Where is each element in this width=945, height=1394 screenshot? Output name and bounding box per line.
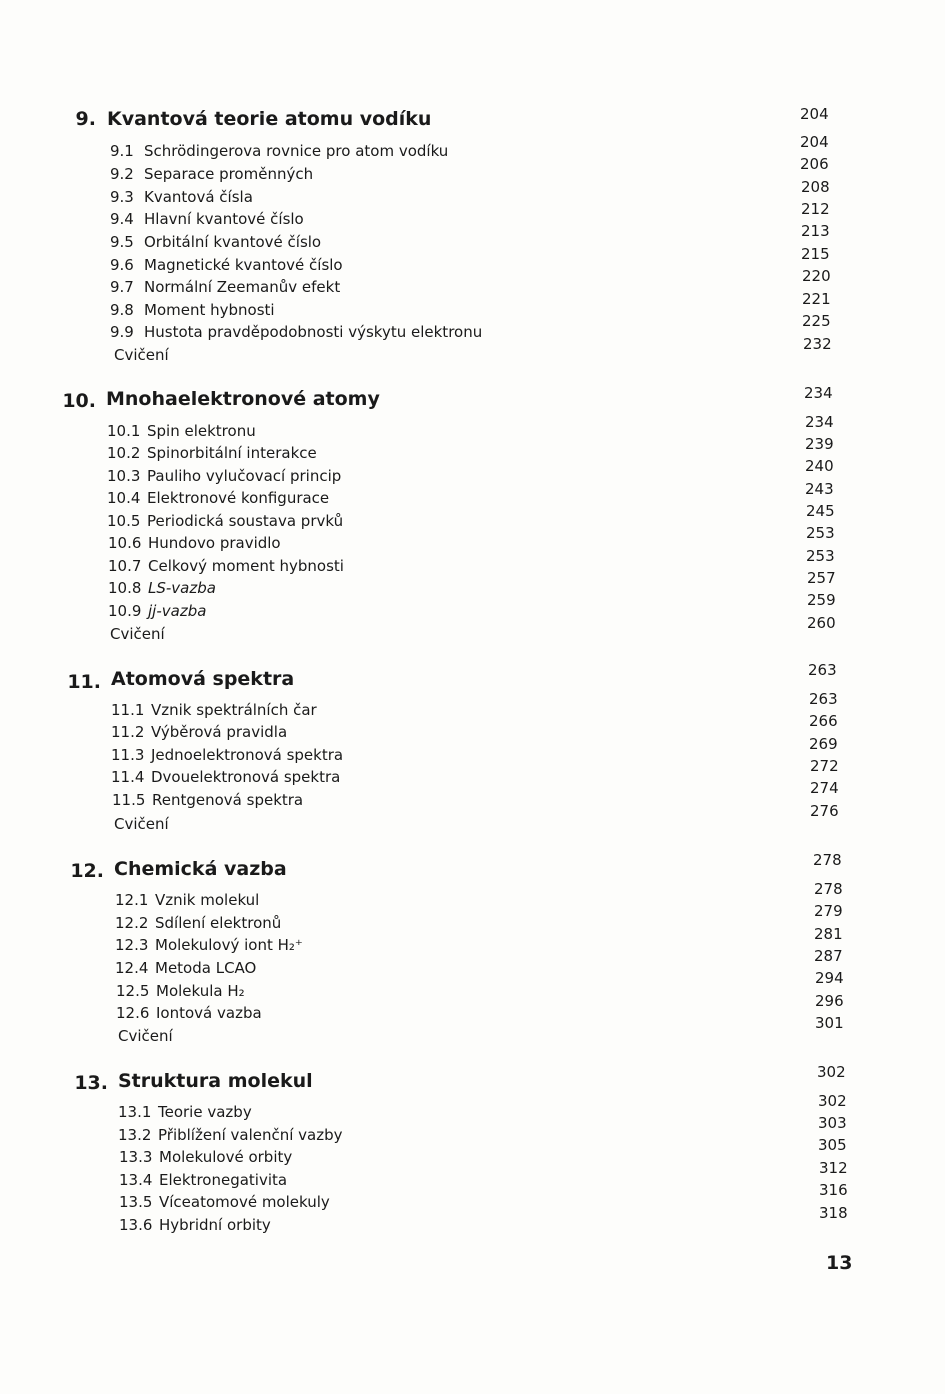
exercises-page: 260 xyxy=(807,614,836,632)
section-entry xyxy=(118,1126,343,1148)
section-title: Schrödingerova rovnice pro atom vodíku xyxy=(144,142,449,160)
section-entry xyxy=(110,165,313,187)
page-number: 13 xyxy=(826,1252,853,1274)
chapter-title: Atomová spektra xyxy=(111,668,295,690)
section-entry xyxy=(118,1103,252,1125)
section-page: 296 xyxy=(815,992,844,1010)
section-page: 239 xyxy=(805,435,834,453)
section-entry xyxy=(116,982,245,1004)
chapter-title: Chemická vazba xyxy=(114,858,287,880)
section-entry xyxy=(110,323,482,345)
section-number: 12.4 xyxy=(115,959,149,977)
section-number: 11.5 xyxy=(112,791,146,809)
section-page: 245 xyxy=(806,502,835,520)
section-title: Metoda LCAO xyxy=(155,959,257,977)
section-title: jj-vazba xyxy=(148,602,207,620)
section-number: 13.2 xyxy=(118,1126,152,1144)
section-page: 225 xyxy=(802,312,831,330)
section-number: 9.4 xyxy=(110,210,134,228)
section-number: 9.8 xyxy=(110,301,134,319)
section-entry xyxy=(115,936,303,958)
chapter-page: 278 xyxy=(813,851,842,869)
section-title: Dvouelektronová spektra xyxy=(151,768,341,786)
section-title: Sdílení elektronů xyxy=(155,914,282,932)
section-number: 9.9 xyxy=(110,323,134,341)
section-entry xyxy=(107,444,317,466)
section-number: 11.3 xyxy=(111,746,145,764)
section-title: Iontová vazba xyxy=(156,1004,262,1022)
section-title: Víceatomové molekuly xyxy=(159,1193,330,1211)
section-entry xyxy=(107,512,343,534)
section-entry xyxy=(119,1193,330,1215)
section-page: 316 xyxy=(819,1181,848,1199)
chapter-heading xyxy=(0,1063,945,1096)
section-title: Rentgenová spektra xyxy=(152,791,304,809)
chapter-title: Struktura molekul xyxy=(118,1070,313,1092)
chapter-page: 204 xyxy=(800,105,829,123)
section-number: 13.3 xyxy=(119,1148,153,1166)
section-title: Teorie vazby xyxy=(158,1103,252,1121)
section-entry xyxy=(111,768,340,790)
section-number: 9.6 xyxy=(110,256,134,274)
section-number: 9.2 xyxy=(110,165,134,183)
chapter-heading xyxy=(0,661,945,694)
section-page: 302 xyxy=(818,1092,847,1110)
section-page: 303 xyxy=(818,1114,847,1132)
section-page: 220 xyxy=(802,267,831,285)
section-title: Výběrová pravidla xyxy=(151,723,288,741)
section-page: 278 xyxy=(814,880,843,898)
chapter-page: 234 xyxy=(804,384,833,402)
section-number: 12.6 xyxy=(116,1004,150,1022)
section-number: 11.2 xyxy=(111,723,145,741)
section-number: 12.2 xyxy=(115,914,149,932)
section-entry xyxy=(111,746,343,768)
section-title: Orbitální kvantové číslo xyxy=(144,233,322,251)
section-title: Moment hybnosti xyxy=(144,301,275,319)
section-title: Elektronové konfigurace xyxy=(147,489,330,507)
section-title: Hlavní kvantové číslo xyxy=(144,210,304,228)
chapter-page: 263 xyxy=(808,661,837,679)
section-number: 13.1 xyxy=(118,1103,152,1121)
section-page: 221 xyxy=(802,290,831,308)
section-number: 10.2 xyxy=(107,444,141,462)
exercises-page: 276 xyxy=(810,802,839,820)
section-page: 206 xyxy=(800,155,829,173)
section-page: 253 xyxy=(806,524,835,542)
section-page: 234 xyxy=(805,413,834,431)
section-title: Spin elektronu xyxy=(147,422,256,440)
section-number: 10.6 xyxy=(108,534,142,552)
exercises-entry: Cvičení xyxy=(114,346,169,364)
section-title: Elektronegativita xyxy=(159,1171,288,1189)
section-page: 281 xyxy=(814,925,843,943)
section-number: 10.9 xyxy=(108,602,142,620)
section-page: 318 xyxy=(819,1204,848,1222)
section-page: 269 xyxy=(809,735,838,753)
section-entry xyxy=(110,210,304,232)
section-entry xyxy=(110,301,275,323)
section-number: 13.6 xyxy=(119,1216,153,1234)
section-title: Molekulový iont H₂⁺ xyxy=(155,936,303,954)
section-entry xyxy=(110,233,321,255)
section-title: Magnetické kvantové číslo xyxy=(144,256,343,274)
chapter-heading xyxy=(0,851,945,884)
exercises-entry: Cvičení xyxy=(114,815,169,833)
section-entry xyxy=(112,791,303,813)
section-number: 13.5 xyxy=(119,1193,153,1211)
section-number: 12.1 xyxy=(115,891,149,909)
section-entry xyxy=(110,188,253,210)
section-page: 253 xyxy=(806,547,835,565)
section-entry xyxy=(119,1171,287,1193)
section-number: 10.5 xyxy=(107,512,141,530)
section-entry xyxy=(111,701,317,723)
section-entry xyxy=(116,1004,262,1026)
section-entry xyxy=(107,422,256,444)
section-number: 13.4 xyxy=(119,1171,153,1189)
chapter-number: 10. xyxy=(62,390,96,412)
section-title: Pauliho vylučovací princip xyxy=(147,467,342,485)
section-number: 10.3 xyxy=(107,467,141,485)
section-page: 263 xyxy=(809,690,838,708)
section-title: Jednoelektronová spektra xyxy=(151,746,344,764)
chapter-number: 9. xyxy=(75,108,96,130)
section-entry xyxy=(110,142,448,164)
exercises-entry: Cvičení xyxy=(110,625,165,643)
chapter-number: 12. xyxy=(70,860,104,882)
section-title: Vznik molekul xyxy=(155,891,260,909)
section-entry xyxy=(108,557,344,579)
section-entry xyxy=(119,1216,271,1238)
section-title: Spinorbitální interakce xyxy=(147,444,317,462)
section-number: 12.3 xyxy=(115,936,149,954)
section-title: Separace proměnných xyxy=(144,165,314,183)
section-title: Molekulové orbity xyxy=(159,1148,293,1166)
section-entry xyxy=(115,891,259,913)
section-title: Molekula H₂ xyxy=(156,982,245,1000)
exercises-page: 301 xyxy=(815,1014,844,1032)
section-number: 9.1 xyxy=(110,142,134,160)
section-page: 204 xyxy=(800,133,829,151)
chapter-heading xyxy=(0,384,945,414)
chapter-title: Mnohaelektronové atomy xyxy=(106,388,380,410)
section-number: 10.1 xyxy=(107,422,141,440)
section-entry xyxy=(107,489,329,511)
section-page: 243 xyxy=(805,480,834,498)
section-entry xyxy=(110,256,343,278)
section-page: 257 xyxy=(807,569,836,587)
section-page: 272 xyxy=(810,757,839,775)
section-entry xyxy=(115,914,281,936)
section-entry xyxy=(107,467,341,489)
section-entry xyxy=(115,959,256,981)
section-title: Periodická soustava prvků xyxy=(147,512,344,530)
section-number: 11.1 xyxy=(111,701,145,719)
section-page: 208 xyxy=(801,178,830,196)
section-page: 259 xyxy=(807,591,836,609)
section-page: 212 xyxy=(801,200,830,218)
section-page: 215 xyxy=(801,245,830,263)
section-entry xyxy=(108,534,281,556)
section-title: Hundovo pravidlo xyxy=(148,534,281,552)
section-entry xyxy=(119,1148,292,1170)
section-number: 10.4 xyxy=(107,489,141,507)
exercises-entry: Cvičení xyxy=(118,1027,173,1045)
section-title: LS-vazba xyxy=(148,579,216,597)
chapter-number: 13. xyxy=(74,1072,108,1094)
section-page: 274 xyxy=(810,779,839,797)
section-number: 9.3 xyxy=(110,188,134,206)
section-page: 305 xyxy=(818,1136,847,1154)
section-entry xyxy=(108,602,206,624)
section-page: 266 xyxy=(809,712,838,730)
section-page: 240 xyxy=(805,457,834,475)
section-title: Hybridní orbity xyxy=(159,1216,271,1234)
section-entry xyxy=(110,278,340,300)
section-number: 10.8 xyxy=(108,579,142,597)
section-page: 213 xyxy=(801,222,830,240)
section-entry xyxy=(108,579,216,601)
section-title: Normální Zeemanův efekt xyxy=(144,278,341,296)
chapter-number: 11. xyxy=(67,671,101,693)
section-number: 11.4 xyxy=(111,768,145,786)
section-number: 9.5 xyxy=(110,233,134,251)
section-page: 279 xyxy=(814,902,843,920)
section-page: 294 xyxy=(815,969,844,987)
section-title: Přiblížení valenční vazby xyxy=(158,1126,343,1144)
section-title: Kvantová čísla xyxy=(144,188,253,206)
section-number: 12.5 xyxy=(116,982,150,1000)
section-number: 10.7 xyxy=(108,557,142,575)
exercises-page: 232 xyxy=(803,335,832,353)
chapter-page: 302 xyxy=(817,1063,846,1081)
section-page: 287 xyxy=(814,947,843,965)
section-title: Celkový moment hybnosti xyxy=(148,557,344,575)
chapter-heading xyxy=(0,105,945,134)
section-page: 312 xyxy=(819,1159,848,1177)
section-entry xyxy=(111,723,287,745)
chapter-title: Kvantová teorie atomu vodíku xyxy=(107,108,432,130)
section-title: Vznik spektrálních čar xyxy=(151,701,317,719)
section-number: 9.7 xyxy=(110,278,134,296)
section-title: Hustota pravděpodobnosti výskytu elektronu xyxy=(144,323,483,341)
